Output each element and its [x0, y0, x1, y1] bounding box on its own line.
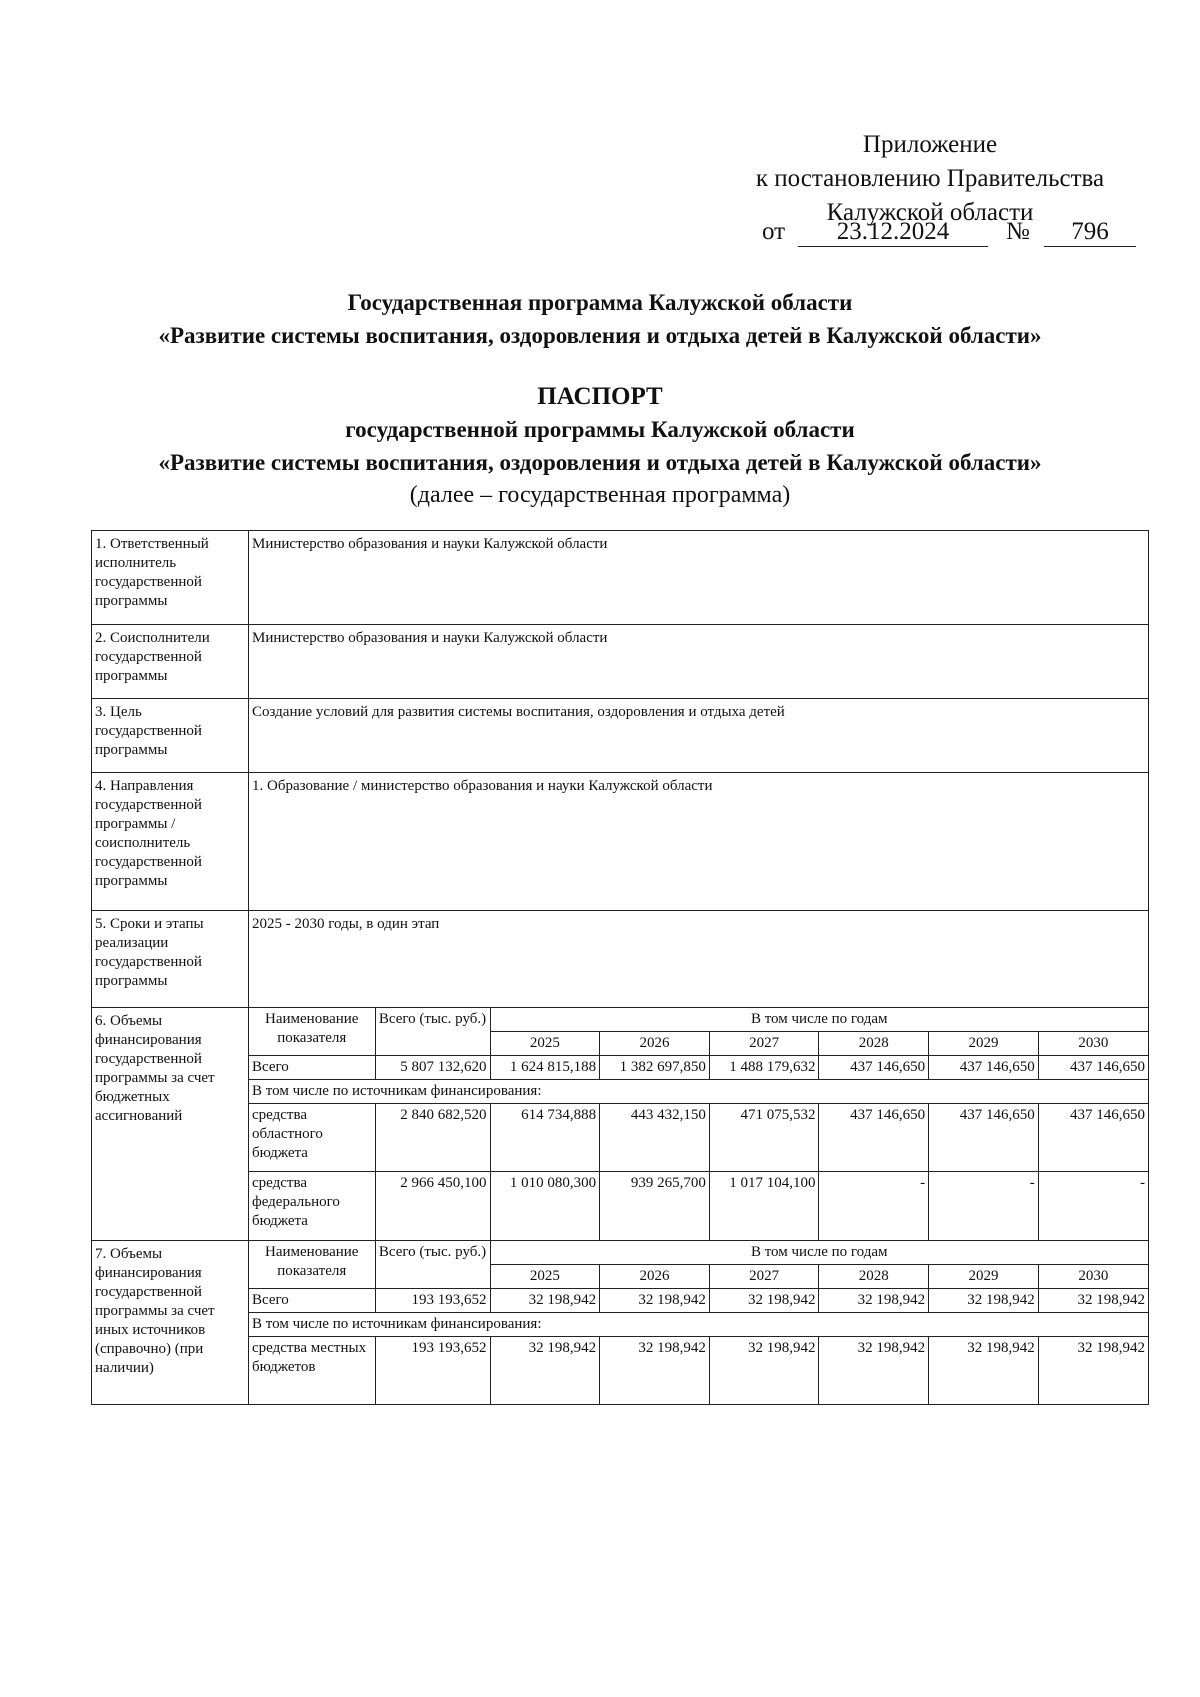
year-header: 2027: [709, 1032, 819, 1056]
row-value: 2025 - 2030 годы, в один этап: [249, 911, 1149, 1008]
table-row: [92, 699, 1149, 773]
row-value: 1. Образование / министерство образования и науки Калужской области: [249, 773, 1149, 911]
passport-heading: [0, 380, 1200, 512]
row-label: 7. Объемы финансирования государственной программы за счет иных источников (справочно) (при наличии): [92, 1240, 249, 1405]
appendix-header: [740, 128, 1120, 230]
order-date: 23.12.2024: [798, 218, 988, 247]
passport-word: ПАСПОРТ: [537, 383, 663, 410]
finance-budget-row: [92, 1008, 1149, 1241]
source-value: 1 017 104,100: [709, 1172, 819, 1240]
source-value: 443 432,150: [600, 1104, 710, 1172]
source-value: -: [819, 1172, 929, 1240]
header-row: [249, 1241, 1148, 1265]
finance-budget-table: [249, 1008, 1148, 1240]
appendix-line: к постановлению Правительства: [755, 165, 1105, 192]
header-name: Наименование показателя: [249, 1008, 375, 1056]
sources-label: В том числе по источникам финансирования:: [249, 1312, 1148, 1336]
source-value: 32 198,942: [600, 1336, 710, 1404]
header-name: Наименование показателя: [249, 1241, 375, 1289]
passport-note: (далее – государственная программа): [409, 482, 791, 508]
total-row-value: 437 146,650: [929, 1056, 1039, 1080]
total-row-value: 32 198,942: [1038, 1288, 1148, 1312]
row-label: 2. Соисполнители государственной программы: [92, 625, 249, 699]
source-value: 437 146,650: [819, 1104, 929, 1172]
source-row: [249, 1172, 1148, 1240]
source-value: 437 146,650: [929, 1104, 1039, 1172]
source-value: 32 198,942: [490, 1336, 600, 1404]
row-value: Создание условий для развития системы воспитания, оздоровления и отдыха детей: [249, 699, 1149, 773]
total-row-value: 1 624 815,188: [490, 1056, 600, 1080]
source-value: 614 734,888: [490, 1104, 600, 1172]
header-total: Всего (тыс. руб.): [375, 1008, 490, 1056]
header-years: В том числе по годам: [490, 1008, 1148, 1032]
source-row: [249, 1336, 1148, 1404]
year-header: 2026: [600, 1032, 710, 1056]
year-header: 2028: [819, 1032, 929, 1056]
total-row-value: 437 146,650: [1038, 1056, 1148, 1080]
finance-other-table: [249, 1241, 1148, 1405]
year-header: 2029: [929, 1032, 1039, 1056]
total-row-value: 32 198,942: [819, 1288, 929, 1312]
program-title: [0, 286, 1200, 352]
header-years: В том числе по годам: [490, 1241, 1148, 1265]
row-label: 5. Сроки и этапы реализации государственной программы: [92, 911, 249, 1008]
passport-subtitle: «Развитие системы воспитания, оздоровления и отдыха детей в Калужской области»: [158, 450, 1042, 475]
source-value: 32 198,942: [819, 1336, 929, 1404]
year-header: 2030: [1038, 1264, 1148, 1288]
total-row-name: Всего: [249, 1288, 375, 1312]
sources-label-row: [249, 1312, 1148, 1336]
source-value: -: [929, 1172, 1039, 1240]
program-title-line: Государственная программа Калужской области: [347, 290, 853, 315]
table-row: [92, 531, 1149, 625]
row-label: 4. Направления государственной программы / соисполнитель государственной программы: [92, 773, 249, 911]
total-row-value: 1 488 179,632: [709, 1056, 819, 1080]
header-row: [249, 1008, 1148, 1032]
total-row-value: 32 198,942: [929, 1288, 1039, 1312]
total-row-value: 32 198,942: [709, 1288, 819, 1312]
year-header: 2029: [929, 1264, 1039, 1288]
year-header: 2027: [709, 1264, 819, 1288]
table-row: [92, 773, 1149, 911]
source-name: средства местных бюджетов: [249, 1336, 375, 1404]
row-value: Министерство образования и науки Калужской области: [249, 531, 1149, 625]
row-label: 1. Ответственный исполнитель государственной программы: [92, 531, 249, 625]
total-row-total: 5 807 132,620: [375, 1056, 490, 1080]
order-ot-label: от: [762, 218, 786, 245]
passport-table: [91, 530, 1149, 1405]
source-value: 437 146,650: [1038, 1104, 1148, 1172]
source-total: 2 840 682,520: [375, 1104, 490, 1172]
appendix-line: Приложение: [862, 131, 998, 158]
source-total: 193 193,652: [375, 1336, 490, 1404]
source-total: 2 966 450,100: [375, 1172, 490, 1240]
order-num-label: №: [1006, 218, 1030, 245]
row-value: Министерство образования и науки Калужской области: [249, 625, 1149, 699]
order-number: 796: [1044, 218, 1136, 247]
source-name: средства федерального бюджета: [249, 1172, 375, 1240]
header-total: Всего (тыс. руб.): [375, 1241, 490, 1289]
row-label: 6. Объемы финансирования государственной программы за счет бюджетных ассигнований: [92, 1008, 249, 1241]
source-row: [249, 1104, 1148, 1172]
year-header: 2025: [490, 1264, 600, 1288]
source-value: 939 265,700: [600, 1172, 710, 1240]
sources-label: В том числе по источникам финансирования:: [249, 1080, 1148, 1104]
source-value: 1 010 080,300: [490, 1172, 600, 1240]
source-name: средства областного бюджета: [249, 1104, 375, 1172]
total-row-value: 437 146,650: [819, 1056, 929, 1080]
total-row-value: 32 198,942: [600, 1288, 710, 1312]
passport-subtitle: государственной программы Калужской области: [345, 417, 855, 442]
sources-label-row: [249, 1080, 1148, 1104]
finance-other-row: [92, 1240, 1149, 1405]
source-value: 32 198,942: [1038, 1336, 1148, 1404]
total-row-name: Всего: [249, 1056, 375, 1080]
program-title-line: «Развитие системы воспитания, оздоровления и отдыха детей в Калужской области»: [158, 323, 1042, 348]
table-row: [92, 911, 1149, 1008]
total-row: [249, 1288, 1148, 1312]
source-value: -: [1038, 1172, 1148, 1240]
row-label: 3. Цель государственной программы: [92, 699, 249, 773]
source-value: 32 198,942: [929, 1336, 1039, 1404]
finance-budget-cell: [249, 1008, 1149, 1241]
year-header: 2025: [490, 1032, 600, 1056]
total-row-value: 32 198,942: [490, 1288, 600, 1312]
year-header: 2030: [1038, 1032, 1148, 1056]
total-row-total: 193 193,652: [375, 1288, 490, 1312]
year-header: 2028: [819, 1264, 929, 1288]
total-row-value: 1 382 697,850: [600, 1056, 710, 1080]
year-header: 2026: [600, 1264, 710, 1288]
total-row: [249, 1056, 1148, 1080]
finance-other-cell: [249, 1240, 1149, 1405]
table-row: [92, 625, 1149, 699]
source-value: 32 198,942: [709, 1336, 819, 1404]
appendix-line: Калужской области: [826, 199, 1034, 226]
source-value: 471 075,532: [709, 1104, 819, 1172]
